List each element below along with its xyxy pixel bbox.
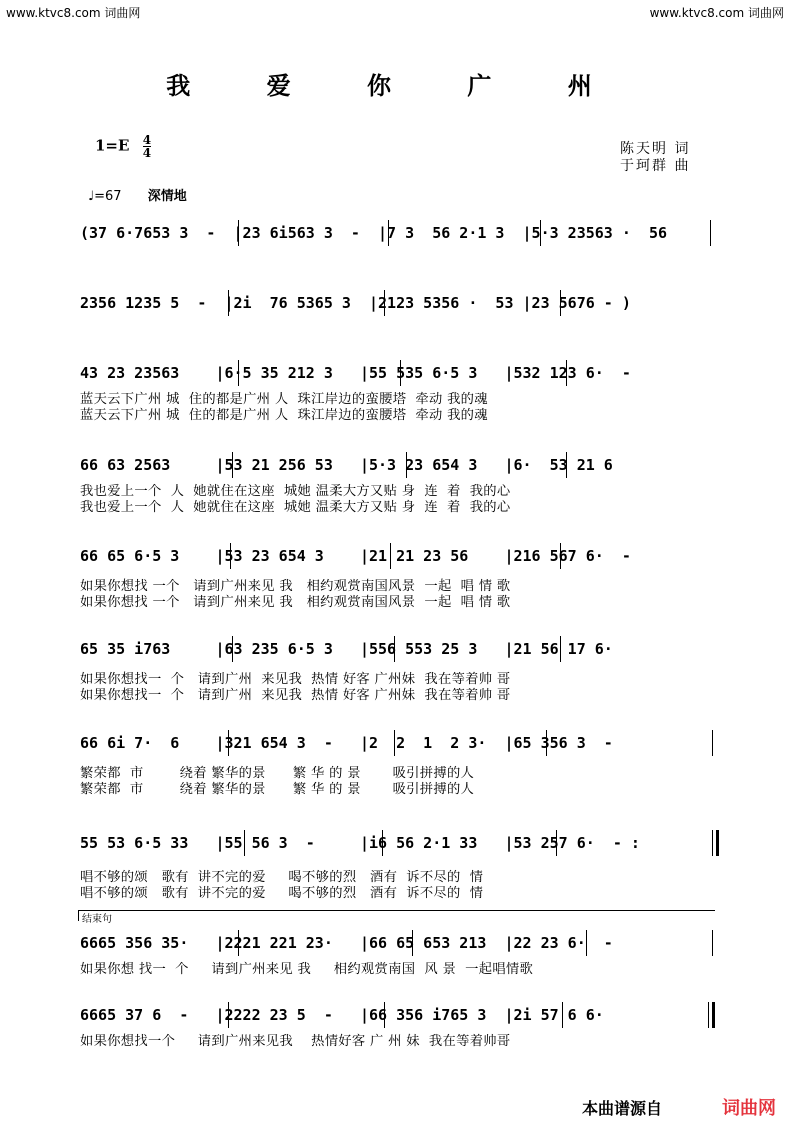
barline: [232, 452, 233, 478]
tempo-value: ♩=67: [88, 189, 122, 204]
ending-bracket: [78, 910, 715, 921]
barline: [394, 636, 395, 662]
notes-row-3: 43 23 23563 |6·5 35 212 3 |55 535 6·5 3 |532 123 6· -: [80, 364, 631, 382]
lyric-line-8b: 唱不够的颂 歌有 讲不完的爱 喝不够的烈 酒有 诉不尽的 情: [80, 886, 484, 901]
lyric-line-7b: 繁荣都 市 绕着 繁华的景 繁 华 的 景 吸引拼搏的人: [80, 782, 475, 797]
barline: [712, 930, 713, 956]
header-left-url[interactable]: www.ktvc8.com 词曲网: [6, 6, 141, 20]
barline: [384, 1002, 385, 1028]
lyric-line-7a: 繁荣都 市 绕着 繁华的景 繁 华 的 景 吸引拼搏的人: [80, 766, 475, 781]
barline: [708, 1002, 709, 1028]
barline: [540, 220, 541, 246]
site-logo[interactable]: 词曲网: [722, 1098, 776, 1119]
notes-row-2: 2356 1235 5 - |2i 76 5365 3 |2123 5356 · 53 |23 5676 - ): [80, 294, 631, 312]
barline: [560, 636, 561, 662]
barline: [556, 830, 557, 856]
barline: [228, 290, 229, 316]
barline: [546, 730, 547, 756]
barline: [710, 220, 711, 246]
barline: [230, 543, 231, 569]
lyric-line-6a: 如果你想找一 个 请到广州 来见我 热情 好客 广州妹 我在等着帅 哥: [80, 672, 511, 687]
barline: [566, 452, 567, 478]
expression-mark: 深情地: [147, 189, 187, 204]
final-barline: [712, 1002, 715, 1028]
notes-row-9: 6665 356 35· |2221 221 23· |66 65 653 213 |22 23 6· -: [80, 934, 613, 952]
key-signature: [95, 134, 151, 159]
lyric-line-8a: 唱不够的颂 歌有 讲不完的爱 喝不够的烈 酒有 诉不尽的 情: [80, 870, 484, 885]
barline: [566, 360, 567, 386]
barline: [712, 730, 713, 756]
footer-source-text: 本曲谱源自: [582, 1099, 663, 1118]
header-right-url[interactable]: www.ktvc8.com 词曲网: [649, 6, 784, 20]
notes-row-1: (37 6·7653 3 - |23 6i563 3 - |7 3 56 2·1 3 |5·3 23563 · 56: [80, 224, 667, 242]
barline: [560, 290, 561, 316]
barline: [238, 360, 239, 386]
time-top: 4: [142, 133, 152, 147]
barline: [394, 730, 395, 756]
barline: [712, 830, 713, 856]
barline: [228, 730, 229, 756]
notes-row-4: 66 63 2563 |53 21 256 53 |5·3 23 654 3 |6· 53 21 6: [80, 456, 613, 474]
barline: [390, 543, 391, 569]
lyric-line-4a: 我也爱上一个 人 她就住在这座 城她 温柔大方又贴 身 连 着 我的心: [80, 484, 511, 499]
tempo-marking: [88, 185, 187, 204]
lyric-line-4b: 我也爱上一个 人 她就住在这座 城她 温柔大方又贴 身 连 着 我的心: [80, 500, 511, 515]
barline: [244, 830, 245, 856]
notes-row-8: 55 53 6·5 33 |55 56 3 - |i6 56 2·1 33 |53 257 6· - :: [80, 834, 640, 852]
barline: [388, 220, 389, 246]
barline: [562, 1002, 563, 1028]
lyric-line-5a: 如果你想找 一个 请到广州来见 我 相约观赏南国风景 一起 唱 情 歌: [80, 579, 511, 594]
barline: [238, 220, 239, 246]
lyric-line-10: 如果你想找一个 请到广州来见我 热情好客 广 州 妹 我在等着帅哥: [80, 1034, 511, 1049]
key-label: 1=E: [95, 136, 130, 155]
lyricist-credit: 陈天明 词: [620, 141, 691, 157]
notes-row-5: 66 65 6·5 3 |53 23 654 3 |21 21 23 56 |216 567 6· -: [80, 547, 631, 565]
barline: [400, 360, 401, 386]
lyric-line-9: 如果你想 找一 个 请到广州来见 我 相约观赏南国 风 景 一起唱情歌: [80, 962, 534, 977]
notes-row-7: 66 6i 7· 6 |321 654 3 - |2 2 1 2 3· |65 356 3 -: [80, 734, 613, 752]
lyric-line-5b: 如果你想找 一个 请到广州来见 我 相约观赏南国风景 一起 唱 情 歌: [80, 595, 511, 610]
song-title: 我 爱 你 广 州: [166, 71, 626, 100]
barline: [238, 930, 239, 956]
lyric-line-3b: 蓝天云下广州 城 住的都是广州 人 珠江岸边的蛮腰塔 牵动 我的魂: [80, 408, 488, 423]
notes-row-10: 6665 37 6 - |2222 23 5 - |66 356 i765 3 |2i 57 6 6·: [80, 1006, 604, 1024]
barline: [382, 830, 383, 856]
composer-credit: 于珂群 曲: [620, 158, 691, 174]
time-bottom: 4: [142, 146, 152, 160]
barline: [232, 636, 233, 662]
barline: [560, 543, 561, 569]
barline: [412, 930, 413, 956]
barline: [406, 452, 407, 478]
barline: [586, 930, 587, 956]
repeat-barline: [716, 830, 719, 856]
lyric-line-3a: 蓝天云下广州 城 住的都是广州 人 珠江岸边的蛮腰塔 牵动 我的魂: [80, 392, 488, 407]
barline: [384, 290, 385, 316]
notes-row-6: 65 35 i763 |63 235 6·5 3 |556 553 25 3 |21 56 17 6·: [80, 640, 613, 658]
ending-label: 结束句: [82, 914, 112, 925]
barline: [228, 1002, 229, 1028]
lyric-line-6b: 如果你想找一 个 请到广州 来见我 热情 好客 广州妹 我在等着帅 哥: [80, 688, 511, 703]
time-signature: [143, 134, 151, 159]
